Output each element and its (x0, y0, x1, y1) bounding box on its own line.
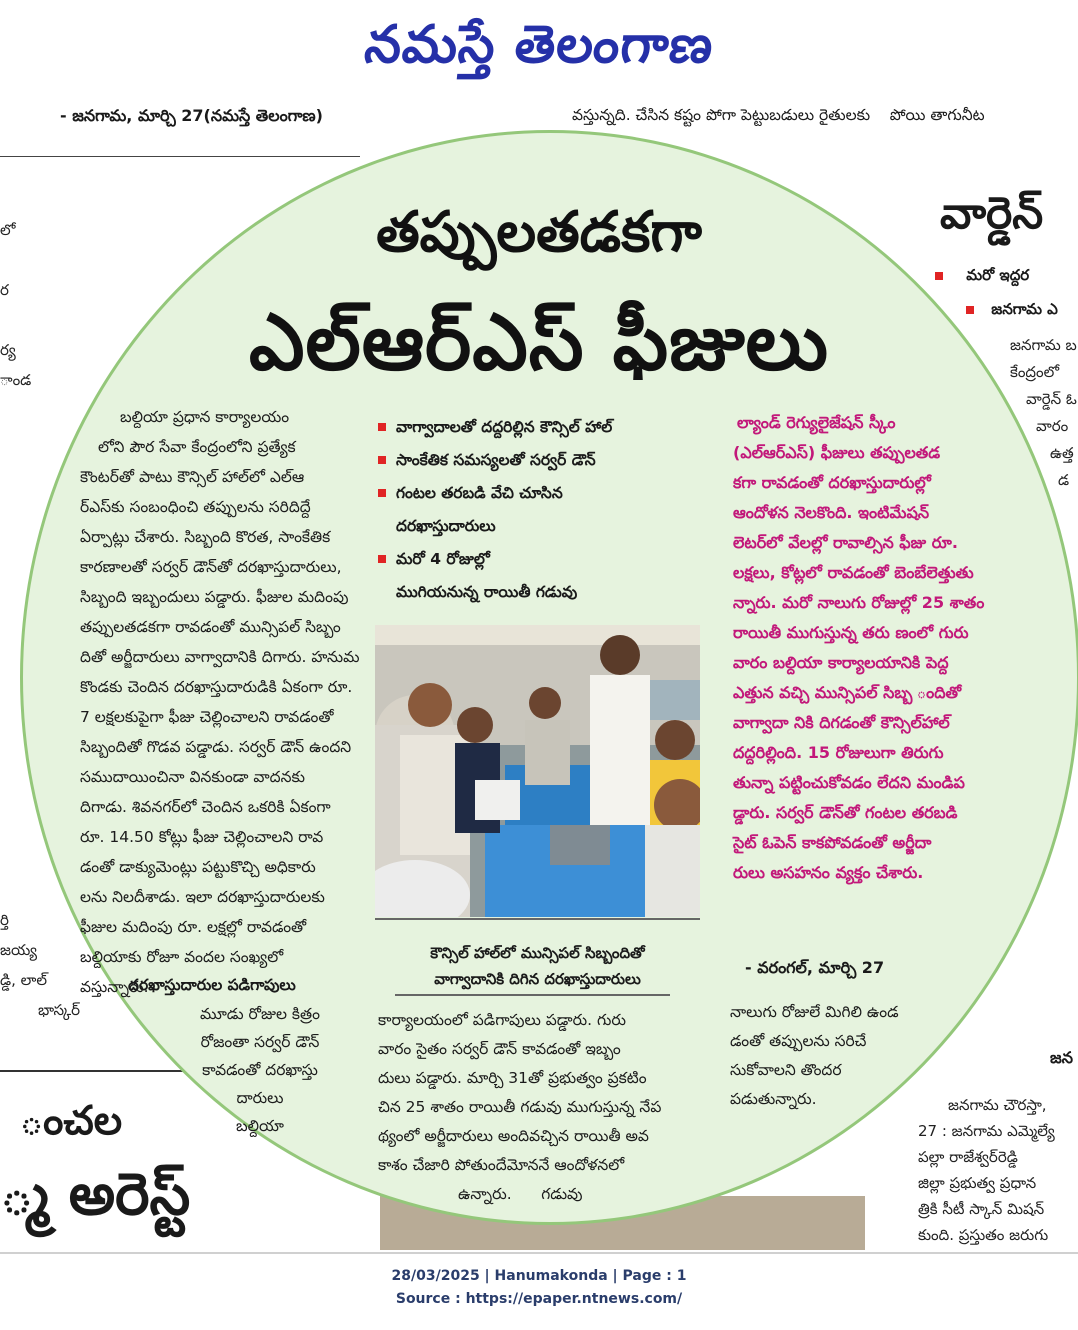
intro-line: రాయితీ ముగుస్తున్న తరు ణంలో గురు (733, 623, 969, 642)
divider (395, 994, 670, 996)
caption-line: వాగ్వాదానికి దిగిన దరఖాస్తుదారులు (434, 970, 641, 988)
article-intro (733, 408, 1063, 888)
top-right-text: వస్తున్నది. చేసిన కష్టం పోగా పెట్టుబడులు రైతులకు పోయి తాగునీట (572, 106, 985, 124)
intro-line: కగా రావడంతో దరఖాస్తుదారుల్లో (733, 473, 931, 492)
fragment: లో (0, 221, 16, 239)
intro-line: తున్నా పట్టించుకోవడం లేదని మండిప (733, 773, 965, 792)
text-line: ఉన్నారు. గడువు (458, 1185, 583, 1203)
text-line: లోని పౌర సేవా కేంద్రంలోని ప్రత్యేక (98, 438, 296, 456)
intro-line: ఎత్తున వచ్చి మున్సిపల్ సిబ్బ ందితో (733, 683, 962, 702)
text-line: కాశం చేజారి పోతుందేమోననే ఆందోళనలో (378, 1156, 625, 1174)
intro-line: (ఎల్‌ఆర్‌ఎస్) ఫీజులు తప్పులతడ (733, 443, 941, 462)
intro-line: దద్దరిల్లింది. 15 రోజులుగా తిరుగు (733, 743, 944, 762)
footer-date-edition: 28/03/2025 | Hanumakonda | Page : 1 (391, 1268, 687, 1284)
text-line: దారులు (236, 1089, 284, 1107)
text-line: సిబ్బంది ఇబ్బందులు పడ్డారు. ఫీజుల మదింపు (80, 588, 349, 606)
fragment: ర్తి (0, 911, 9, 929)
bullet-marker (378, 555, 386, 563)
text-line: సముదాయించినా వినకుండా వాదనకు (80, 768, 305, 786)
sidebar-line: వార్డెన్ ఓ (1026, 390, 1077, 408)
highlight-text: ముగియనున్న రాయితీ గడువు (396, 583, 578, 601)
intro-line: లెటర్‌లో వేలల్లో రావాల్సిన ఫీజు రూ. (733, 533, 958, 552)
article-sub-column (170, 1000, 350, 1140)
intro-line: సైట్ ఓపెన్ కాకపోవడంతో అర్జీదా (733, 833, 932, 852)
text-line: రూ. 14.50 కోట్లు ఫీజు చెల్లించాలని రావ (80, 828, 324, 846)
text-line: పడుతున్నారు. (730, 1090, 817, 1108)
article-highlights (378, 411, 708, 609)
left-edge-lower (0, 905, 80, 1025)
sidebar-line: పల్లా రాజేశ్వర్‌రెడ్డి (918, 1148, 1018, 1166)
sidebar-line: త్రికి సీటీ స్కాన్ మిషన్ (918, 1200, 1045, 1218)
text-line: మూడు రోజుల కిత్రం (200, 1005, 320, 1023)
intro-line: వారం బల్దియా కార్యాలయానికి పెద్ద (733, 653, 949, 672)
article-right-column (730, 998, 920, 1114)
article-left-column (80, 402, 360, 1002)
newspaper-logo: నమస్తే తెలంగాణ (361, 14, 717, 75)
text-line: కావడంతో దరఖాస్తు (202, 1061, 318, 1079)
sidebar-line: కుంది. ప్రస్తుతం జరుగు (918, 1226, 1049, 1244)
intro-line: వాగ్వాదా నికి దిగడంతో కౌన్సిల్‌హాల్ (733, 713, 950, 732)
article-middle-column (378, 1006, 703, 1209)
left-bottom-headline-2: ్మ అరెస్ట్ (0, 1160, 191, 1228)
text-line: దితో అర్జీదారులు వాగ్వాదానికి దిగారు. హనుమ (80, 648, 360, 666)
text-line: డంతో తప్పులను సరిచే (730, 1032, 867, 1050)
fragment: ర్య (0, 341, 16, 359)
intro-line: రులు అసహనం వ్యక్తం చేశారు. (733, 863, 924, 882)
fragment: డ్డి, లాల్ (0, 971, 47, 989)
top-dateline: - జనగామ, మార్చి 27(నమస్తే తెలంగాణ) (60, 106, 323, 125)
sidebar-line: డ (1058, 471, 1070, 489)
article-headline-line1: తప్పులతడకగా (376, 200, 702, 265)
intro-line: ల్యాండ్ రెగ్యులైజేషన్ స్కీం (737, 413, 896, 432)
sidebar-line: జనగామ చౌరస్తా, (948, 1096, 1047, 1114)
text-line: నాలుగు రోజులే మిగిలి ఉండ (730, 1003, 899, 1021)
highlight-item (378, 510, 708, 543)
text-line: వస్తున్నారు. (80, 978, 149, 996)
text-line: ఫీజుల మదింపు రూ. లక్షల్లో రావడంతో (80, 918, 307, 936)
text-line: రోజంతా సర్వర్ డౌన్ (200, 1033, 320, 1051)
right-sidebar-subhead: జన (1050, 1048, 1073, 1067)
fragment: భాస్కర్ (37, 1001, 80, 1019)
text-line: ఏర్పాట్లు చేశారు. సిబ్బంది కొరత, సాంకేతిక (80, 528, 331, 546)
text-line: బల్దియా ప్రధాన కార్యాలయం (120, 408, 290, 426)
highlight-item (378, 477, 708, 510)
highlight-text: దరఖాస్తుదారులు (396, 517, 496, 535)
text-line: దిగాడు. శివనగర్‌లో చెందిన ఒకరికి ఏకంగా (80, 798, 331, 816)
fragment: ాండ (0, 371, 32, 389)
highlight-item (378, 411, 708, 444)
bullet-text: మరో ఇద్దర (966, 266, 1030, 284)
caption-line: కౌన్సిల్ హాల్‌లో మున్సిపల్ సిబ్బందితో (430, 944, 645, 962)
text-line: కారణాలతో సర్వర్ డౌన్‌తో దరఖాస్తుదారులు, (80, 558, 342, 576)
left-bottom-headline-1: ంచల (20, 1098, 123, 1144)
photo-caption (375, 940, 700, 992)
intro-line: న్నారు. మరో నాలుగు రోజుల్లో 25 శాతం (733, 593, 985, 612)
sidebar-line: జిల్లా ప్రభుత్వ ప్రధాన (918, 1174, 1037, 1192)
fragment: ర (0, 281, 9, 299)
text-line: 7 లక్షలకుపైగా ఫీజు చెల్లించాలని రావడంతో (80, 708, 334, 726)
footer-source-link[interactable]: Source : https://epaper.ntnews.com/ (395, 1291, 683, 1307)
sidebar-line: కేంద్రంలో (1010, 363, 1060, 381)
text-line: డంతో డాక్యుమెంట్లు పట్టుకొచ్చి అధికారు (80, 858, 316, 876)
highlight-text: వాగ్వాదాలతో దద్దరిల్లిన కౌన్సిల్ హాల్ (396, 418, 613, 436)
bullet-text: జనగామ ఎ (991, 300, 1058, 318)
text-line: లను నిలదీశాడు. ఇలా దరఖాస్తుదారులకు (80, 888, 325, 906)
article-photo (375, 625, 700, 917)
sidebar-line: ఉత్త (1050, 444, 1074, 462)
highlight-item (378, 543, 708, 576)
sidebar-line: 27 : జనగామ ఎమ్మెల్యే (918, 1122, 1055, 1140)
highlight-text: సాంకేతిక సమస్యలతో సర్వర్ డౌన్ (396, 451, 596, 469)
divider (0, 156, 360, 157)
text-line: దులు పడ్డారు. మార్చి 31తో ప్రభుత్వం ప్రకటిం (378, 1069, 647, 1087)
text-line: తప్పులతడకగా రావడంతో మున్సిపల్ సిబ్బం (80, 618, 341, 636)
text-line: వారం సైతం సర్వర్ డౌన్ కావడంతో ఇబ్బం (378, 1040, 621, 1058)
text-line: కౌంటర్‌తో పాటు కౌన్సిల్ హాల్‌లో ఎల్‌ఆ (80, 468, 305, 486)
divider (375, 918, 700, 920)
text-line: ర్‌ఎస్‌కు సంబంధించి తప్పులను సరిదిద్దే (80, 498, 311, 516)
article-dateline: - వరంగల్, మార్చి 27 (745, 958, 885, 977)
masthead (0, 0, 1078, 90)
text-line: సిబ్బందితో గొడవ పడ్డాడు. సర్వర్ డౌన్ ఉందని (80, 738, 352, 756)
text-line: సుకోవాలని తొందర (730, 1061, 842, 1079)
intro-line: ఆందోళన నెలకొంది. ఇంటిమేషన్ (733, 503, 930, 522)
intro-line: డ్డారు. సర్వర్ డౌన్‌తో గంటల తరబడి (733, 803, 958, 822)
intro-line: లక్షలు, కోట్లలో రావడంతో బెంబేలెత్తుతు (733, 563, 974, 582)
highlight-item (378, 444, 708, 477)
highlight-item (378, 576, 708, 609)
text-line: థ్యంలో అర్జీదారులు అందివచ్చిన రాయితీ అవ (378, 1127, 649, 1145)
text-line: బల్దియాకు రోజూ వందల సంఖ్యలో (80, 948, 284, 966)
bullet-marker (378, 423, 386, 431)
highlight-text: మరో 4 రోజుల్లో (396, 550, 490, 568)
right-sidebar-lower-body (918, 1092, 1078, 1248)
photo-illustration (375, 625, 700, 917)
bullet-marker (378, 489, 386, 497)
fragment: జయ్య (0, 941, 37, 959)
sidebar-line: వారం (1036, 417, 1069, 435)
bullet-marker (378, 456, 386, 464)
footer-divider (0, 1252, 1078, 1254)
article-headline-line2: ఎల్‌ఆర్‌ఎస్ ఫీజులు (249, 298, 829, 388)
text-line: కొండకు చెందిన దరఖాస్తుదారుడికి ఏకంగా రూ. (80, 678, 353, 696)
text-line: బల్దియా (236, 1117, 284, 1135)
text-line: కార్యాలయంలో పడిగాపులు పడ్డారు. గురు (378, 1011, 626, 1029)
right-sidebar-headline: వార్డెన్ (940, 188, 1044, 239)
sidebar-line: జనగామ బ (1010, 336, 1077, 354)
text-line: చిన 25 శాతం రాయితీ గడువు ముగుస్తున్న నేప (378, 1098, 662, 1116)
highlight-text: గంటల తరబడి వేచి చూసిన (396, 484, 563, 502)
article-subhead: దరఖాస్తుదారుల పడిగాపులు (128, 976, 296, 994)
